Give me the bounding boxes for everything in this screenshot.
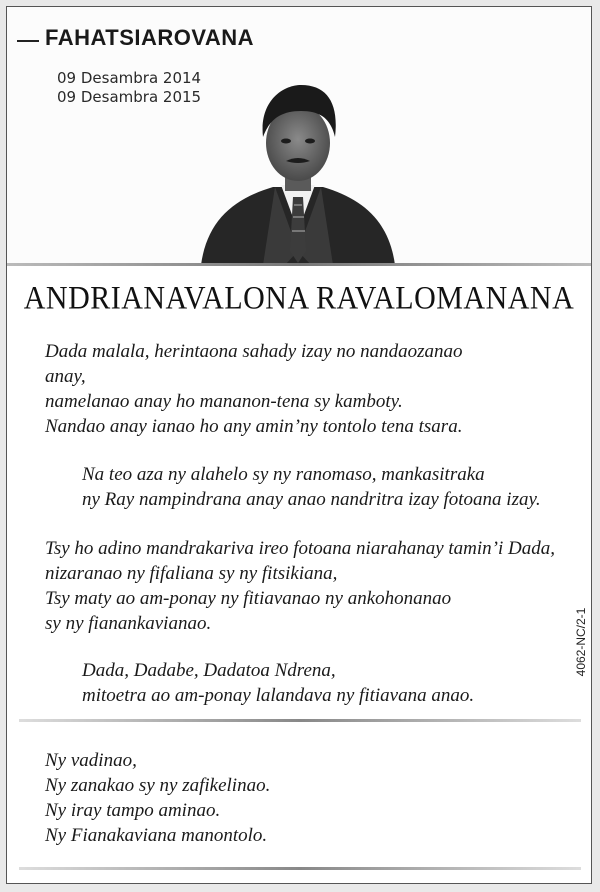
heading bbox=[17, 25, 254, 51]
heading-dash bbox=[17, 40, 39, 42]
header-divider bbox=[7, 263, 591, 266]
heading-text: FAHATSIAROVANA bbox=[45, 25, 255, 50]
verse-1: Dada malala, herintaona sahady izay no nandaozanao anay, namelanao anay ho mananon-tena sy kamboty. Nandao anay ianao ho any amin’ny tontolo tena tsara. bbox=[45, 341, 463, 437]
obituary-frame bbox=[6, 6, 592, 884]
verse-3: Tsy ho adino mandrakariva ireo fotoana niarahanay tamin’i Dada, nizaranao ny fifaliana sy ny fitsikiana, Tsy maty ao am-ponay ny fitiavanao ny ankohonanao sy ny fianankavianao. bbox=[45, 538, 556, 634]
verse-2: Na teo aza ny alahelo sy ny ranomaso, mankasitraka ny Ray nampindrana anay anao nandritra izay fotoana izay. bbox=[82, 464, 541, 510]
date-end: 09 Desambra 2015 bbox=[57, 88, 202, 106]
dates bbox=[57, 69, 201, 107]
middle-divider bbox=[19, 719, 581, 722]
deceased-name: ANDRIANAVALONA RAVALOMANANA bbox=[23, 280, 575, 317]
signatories: Ny vadinao, Ny zanakao sy ny zafikelinao. Ny iray tampo aminao. Ny Fianakaviana manontolo. bbox=[45, 750, 271, 846]
bottom-divider bbox=[19, 867, 581, 870]
date-start: 09 Desambra 2014 bbox=[57, 69, 202, 87]
reference-code: 4062-NC/2-1 bbox=[574, 607, 588, 677]
verse-4: Dada, Dadabe, Dadatoa Ndrena, mitoetra ao am-ponay lalandava ny fitiavana anao. bbox=[82, 660, 475, 706]
portrait-photo bbox=[193, 81, 403, 265]
